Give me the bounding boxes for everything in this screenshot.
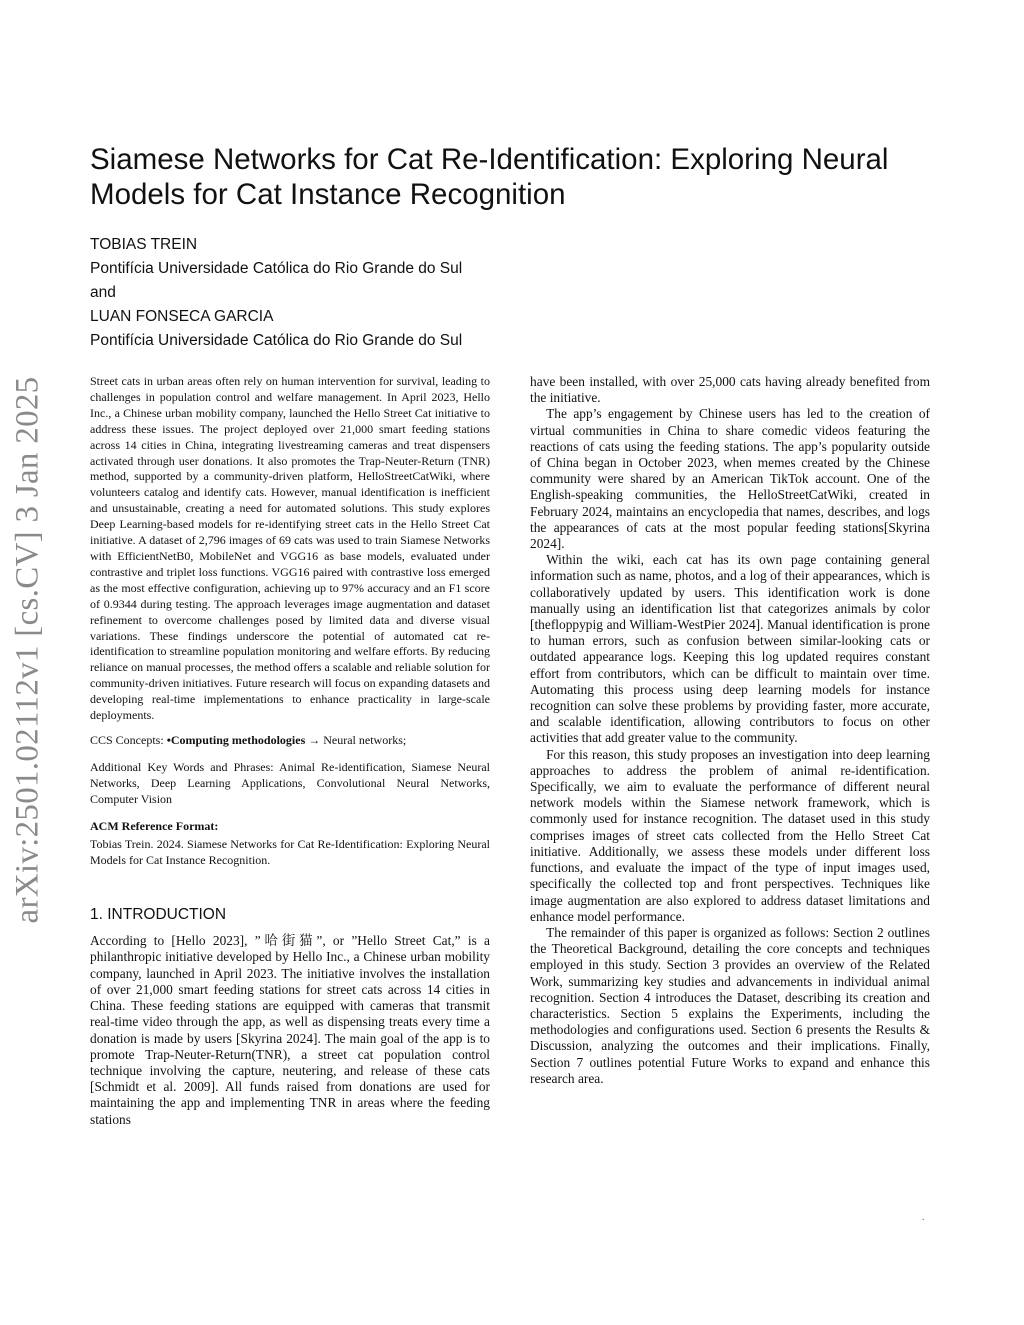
author-affiliation: Pontifícia Universidade Católica do Rio Grande do Sul [90,260,463,277]
ccs-term: Neural networks; [323,732,407,747]
introduction-body-left [90,933,490,1127]
paragraph: have been installed, with over 25,000 cats having already benefited from the initiative. [530,374,930,406]
acm-reference-text: Tobias Trein. 2024. Siamese Networks for Cat Re-Identification: Exploring Neural Models for Cat Instance Recognition. [90,837,490,868]
paragraph: The app’s engagement by Chinese users has led to the creation of virtual communities in China to share comedic videos featuring the reactions of cats using the feeding stations. The app’s popularity outside of China began in October 2023, when memes created by the Chinese community were shared by an American TikTok account. One of the English-speaking communities, the HelloStreetCatWiki, created in February 2024, maintains an encyclopedia that names, describes, and logs the appearances of cats at the most popular feeding stations[Skyrina 2024]. [530,406,930,552]
ccs-concepts [90,733,490,749]
author-name: TOBIAS TREIN [90,236,198,253]
abstract [90,374,490,724]
ccs-bold-term: •Computing methodologies [166,732,306,747]
arxiv-stamp-text: arXiv:2501.02112v1 [cs.CV] 3 Jan 2025 [9,376,46,924]
ccs-label: CCS Concepts: [90,732,167,747]
author-name: LUAN FONSECA GARCIA [90,308,274,325]
paragraph: Within the wiki, each cat has its own page containing general information such as name, photos, and a log of their appearances, which is collaboratively updated by users. This identification work is done manually using an identification list that categorizes animals by color [thefloppypig and William-WestPier 2024]. Manual identification is prone to human errors, such as confusion between similar-looking cats or outdated appearance logs. Keeping this log updated requires constant effort from contributors, which can be difficult to maintain over time. Automating this process using deep learning models for instance recognition can solve these problems by providing faster, more accurate, and scalable identification, allowing contributors to focus on other activities that add greater value to the community. [530,552,930,746]
paragraph: The remainder of this paper is organized as follows: Section 2 outlines the Theoretical Background, detailing the core concepts and techniques employed in this study. Section 3 provides an overview of the Related Work, summarizing key studies and advancements in individual animal recognition. Section 4 introduces the Dataset, describing its creation and characteristics. Section 5 explains the Experiments, including the methodologies and configurations used. Section 6 presents the Results & Discussion, analyzing the outcomes and their implications. Finally, Section 7 outlines potential Future Works to expand and enhance this research area. [530,924,930,1086]
author-conjunction: and [90,284,116,301]
section-heading-introduction: 1. INTRODUCTION [90,906,227,924]
paper-title: Siamese Networks for Cat Re-Identification: Exploring Neural Models for Cat Instance Recognition [90,143,889,211]
page-marker: . [922,1212,925,1223]
author-block [90,233,590,353]
ccs-arrow: → [305,732,324,747]
paragraph: For this reason, this study proposes an investigation into deep learning approaches to address the problem of animal re-identification. Specifically, we aim to evaluate the performance of different neural network models within the Siamese network framework, which is commonly used for instance recognition. The dataset used in this study comprises images of street cats collected from the Hello Street Cat initiative. Additionally, we assess these models under different loss functions, and evaluate the impact of the type of input images used, specifically the collected top and front perspectives. Techniques like image augmentation are also explored to address dataset limitations and enhance model performance. [530,746,930,924]
left-column [90,374,490,1128]
abstract-text: Street cats in urban areas often rely on human intervention for survival, leading to challenges in population control and welfare management. In April 2023, Hello Inc., a Chinese urban mobility company, launched the Hello Street Cat initiative to address these issues. The project deployed over 21,000 smart feeding stations across 14 cities in China, integrating livestreaming cameras and treat dispensers activated through user donations. It also promotes the Trap-Neuter-Return (TNR) method, supported by a community-driven platform, HelloStreetCatWiki, where volunteers catalog and identify cats. However, manual identification is inefficient and unsustainable, creating a need for automated solutions. This study explores Deep Learning-based models for re-identifying street cats in the Hello Street Cat initiative. A dataset of 2,796 images of 69 cats was used to train Siamese Networks with EfficientNetB0, MobileNet and VGG16 as base models, evaluated under contrastive and triplet loss functions. VGG16 paired with contrastive loss emerged as the most effective configuration, achieving up to 97% accuracy and an F1 score of 0.9344 during testing. The approach leverages image augmentation and dataset refinement to overcome challenges posed by limited data and diverse visual variations. These findings underscore the potential of automated cat re-identification to streamline population monitoring and welfare efforts. By reducing reliance on manual processes, the method offers a scalable and reliable solution for community-driven initiatives. Future research will focus on expanding datasets and developing real-time implementations to enhance practicality in large-scale deployments. [90,374,490,723]
paragraph: According to [Hello 2023], ”哈街猫”, or ”Hello Street Cat,” is a philanthropic initiative developed by Hello Inc., a Chinese urban mobility company, launched in April 2023. The initiative involves the installation of over 21,000 smart feeding stations for street cats across 14 cities in China. These feeding stations are equipped with cameras that transmit real-time video through the app, as well as dispensing treats every time a donation is made by users [Skyrina 2024]. The main goal of the app is to promote Trap-Neuter-Return(TNR), a street cat population control technique involving the capture, neutering, and release of these cats [Schmidt et al. 2009]. All funds raised from donations are used for maintaining the app and implementing TNR in areas where the feeding stations [90,933,490,1127]
right-column [530,374,930,1087]
acm-reference-heading: ACM Reference Format: [90,818,219,833]
keywords: Additional Key Words and Phrases: Animal Re-identification, Siamese Neural Networks, Deep Learning Applications, Convolutional Neural Networks, Computer Vision [90,759,490,806]
author-affiliation: Pontifícia Universidade Católica do Rio Grande do Sul [90,332,463,349]
